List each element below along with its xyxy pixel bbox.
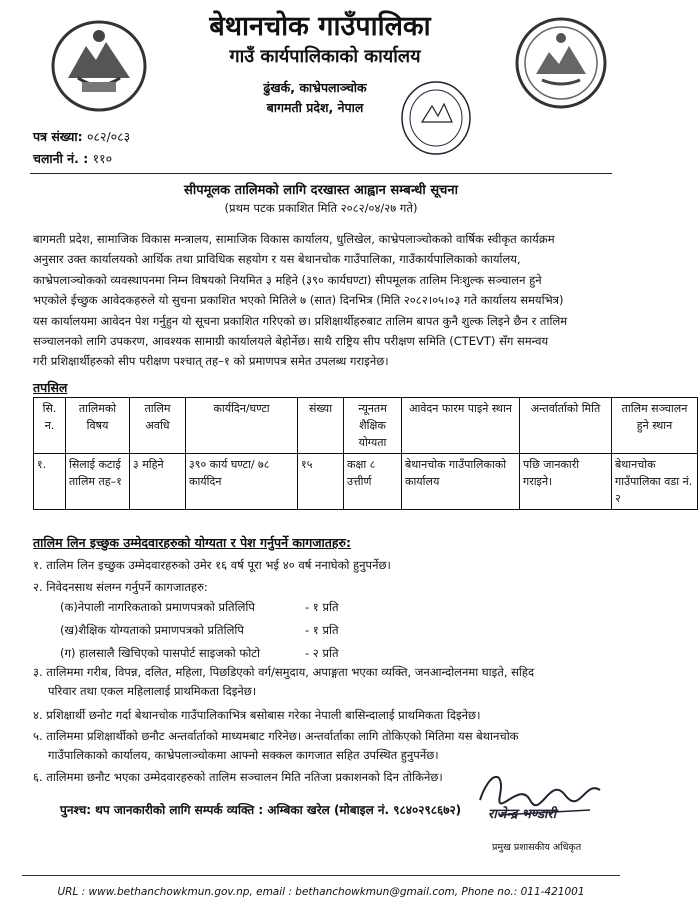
table-cell: १५ [298,454,344,510]
address-line-1: ढुंखर्क, काभ्रेपलाञ्चोक [263,80,367,95]
table-header-cell: अन्तर्वार्ताको मिति [520,398,612,454]
table-header-cell: आवेदन फारम पाइने स्थान [402,398,520,454]
notice-subtitle: (प्रथम पटक प्रकाशित मिति २०८२/०४/२७ गते) [224,201,418,215]
document-item [60,600,339,615]
requirement-line: ५. तालिममा प्रशिक्षार्थीको छनौट अन्तर्वार्ताको माध्यमबाट गरिनेछ। अन्तर्वार्ताका लागि तोकिएको मितिमा यस बेथानचोक [33,729,519,743]
contact-info: पुनश्च: थप जानकारीको लागि सम्पर्क व्यक्ति : अम्बिका खरेल (मोबाइल नं. ९८४०२९८६७२) [60,803,462,817]
paragraph-line: अनुसार उक्त कार्यालयको आर्थिक तथा प्राविधिक सहयोग र यस बेथानचोक गाउँपालिका, गाउँकार्यपालिकाको कार्यालय, [33,252,521,267]
dispatch-number-value: ११० [92,151,113,166]
letter-number [33,128,130,145]
document-name: (ख)शैक्षिक योग्यताको प्रमाणपत्रको प्रतिलिपि [60,623,244,637]
requirement-item: ६. तालिममा छनौट भएका उम्मेदवारहरुको तालिम सञ्चालन मिति नतिजा प्रकाशनको दिन तोकिनेछ। [33,770,443,784]
letter-number-label: पत्र संख्या: [33,129,83,144]
table-cell: बेथानचोक गाउँपालिका वडा नं. २ [612,454,698,510]
table-header-row [34,398,698,454]
table-cell: ३ महिने [130,454,186,510]
requirement-item: २. निवेदनसाथ संलग्न गर्नुपर्ने कागजातहरु: [33,580,208,594]
document-item [60,623,339,638]
table-cell: कक्षा ८ उत्तीर्ण [344,454,402,510]
notice-paragraph [33,229,611,372]
office-address [205,78,425,118]
requirement-item: ४. प्रशिक्षार्थी छनोट गर्दा बेथानचोक गाउँपालिकाभित्र बसोबास गरेका नेपाली बासिन्दालाई प्राथमिकता दिइनेछ। [33,708,481,722]
footer-divider [22,875,620,876]
table-cell: पछि जानकारी गराइने। [520,454,612,510]
requirement-line: गाउँपालिकाको कार्यालय, काभ्रेपलाञ्चोकमा आफ्नो सक्कल कागजात सहित उपस्थित हुनुपर्नेछ। [48,748,439,762]
municipality-logo [514,16,608,110]
document-name: (क)नेपाली नागरिकताको प्रमाणपत्रको प्रतिलिपि [60,600,255,614]
table-header-cell: कार्यदिन/घण्टा [186,398,298,454]
document-qty: - १ प्रति [305,600,339,614]
document-qty: - २ प्रति [305,646,339,660]
schedule-label: तपसिल [33,380,68,395]
table-header-cell: तालिम अवधि [130,398,186,454]
dispatch-number-label: चलानी नं. : [33,151,89,166]
requirement-line: ३. तालिममा गरीब, विपन्न, दलित, महिला, पिछडिएको वर्ग/समुदाय, अपाङ्गता भएका व्यक्ति, जनआन्दोलनमा घाइते, सहिद [33,665,535,679]
signer-title: प्रमुख प्रशासकीय अधिकृत [492,842,582,853]
signature [470,760,610,830]
document-item [60,646,339,661]
requirement-item: १. तालिम लिन इच्छुक उम्मेदवारहरुको उमेर १६ वर्ष पूरा भई ४० वर्ष ननाघेको हुनुपर्नेछ। [33,558,391,572]
table-cell: १. [34,454,66,510]
table-cell: सिलाई कटाई तालिम तह–१ [66,454,130,510]
document-name: (ग) हालसालै खिचिएको पासपोर्ट साइजको फोटो [60,646,260,660]
footer-contact: URL : www.bethanchowkmun.gov.np, email : bethanchowkmun@gmail.com, Phone no.: 011-421001 [57,886,585,898]
paragraph-line: यस कार्यालयमा आवेदन पेश गर्नुहुन यो सूचना प्रकाशित गरिएको छ। प्रशिक्षार्थीहरुबाट तालिम बापत कुनै शुल्क लिइने छैन र तालिम [33,313,568,328]
address-line-2: बागमती प्रदेश, नेपाल [266,100,364,115]
dispatch-number [33,150,112,167]
paragraph-line: गरी प्रशिक्षार्थीहरुको सीप परीक्षण पश्चात् तह–१ को प्रमाणपत्र समेत उपलब्ध गराइनेछ। [33,354,389,369]
training-schedule-table [33,397,698,510]
table-body [34,454,698,510]
table-header-cell: न्यूनतम शैक्षिक योग्यता [344,398,402,454]
requirements-title: तालिम लिन इच्छुक उम्मेदवारहरुको योग्यता र पेश गर्नुपर्ने कागजातहरु: [33,535,352,550]
document-qty: - १ प्रति [305,623,339,637]
letter-number-value: ०८२/०८३ [86,129,131,144]
paragraph-line: बागमती प्रदेश, सामाजिक विकास मन्त्रालय, सामाजिक विकास कार्यालय, धुलिखेल, काभ्रेपलाञ्चोकको वार्षिक स्वीकृत कार्यक्रम [33,232,555,246]
signer-name: राजेन्द्र भण्डारी [488,807,557,822]
divider [30,173,612,174]
notice-title: सीपमूलक तालिमको लागि दरखास्त आह्वान सम्बन्धी सूचना [184,183,458,198]
paragraph-line: भएकोले ईच्छुक आवेदकहरुले यो सुचना प्रकाशित भएको मितिले ७ (सात) दिनभित्र (मिति २०८२।०५।०३ गते कार्यालय समयभित्र) [33,293,564,308]
requirement-item [33,663,613,701]
table-header-cell: तालिम सञ्चालन हुने स्थान [612,398,698,454]
table-header-cell: सि. न. [34,398,66,454]
paragraph-line: काभ्रेपलाञ्चोकको व्यवस्थापनमा निम्न विषयको नियमित ३ महिने (३९० कार्यघण्टा) सीपमूलक तालिम निःशुल्क सञ्चालन हुने [33,272,542,287]
table-cell: ३९० कार्य घण्टा/ ७८ कार्यदिन [186,454,298,510]
office-name: गाउँ कार्यपालिकाको कार्यालय [229,46,421,67]
paragraph-line: सञ्चालनको लागि उपकरण, आवश्यक सामाग्री कार्यालयले बेहोर्नेछ। साथै राष्ट्रिय सीप परीक्षण समिति (CTEVT) सँग समन्वय [33,334,549,349]
table-row [34,454,698,510]
table-header-cell: तालिमको विषय [66,398,130,454]
requirement-line: परिवार तथा एकल महिलालाई प्राथमिकता दिइनेछ। [48,684,257,698]
table-cell: बेथानचोक गाउँपालिकाको कार्यालय [402,454,520,510]
municipality-name: बेथानचोक गाउँपालिका [209,11,431,42]
nepal-emblem-logo [48,16,150,114]
table-header-cell: संख्या [298,398,344,454]
